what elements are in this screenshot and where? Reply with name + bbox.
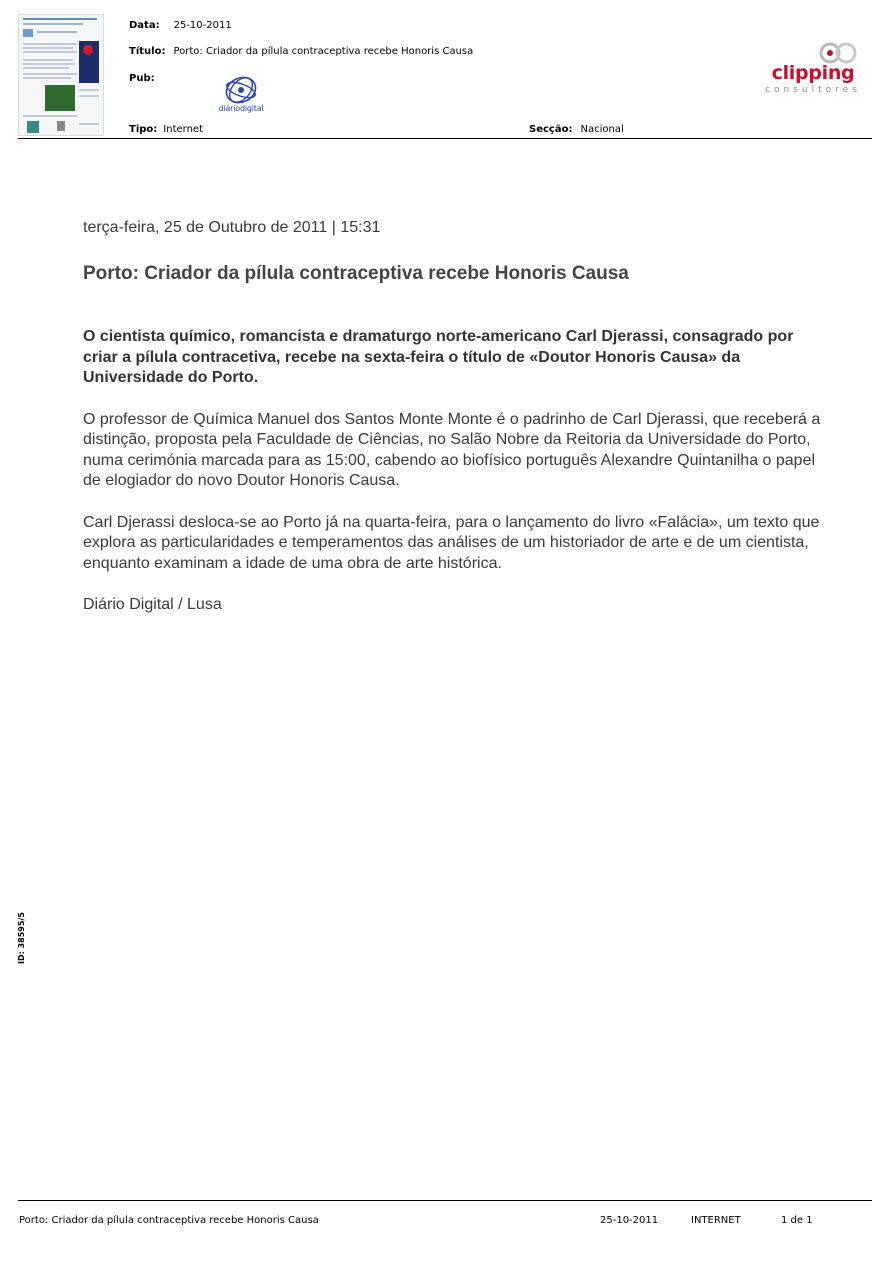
clipping-logo [758,40,868,100]
footer-page: 1 de 1 [781,1215,813,1226]
pub-field [129,73,155,84]
section-value: Nacional [580,124,624,135]
date-value: 25-10-2011 [173,20,232,31]
type-field [129,124,203,135]
publication-logo [210,68,272,116]
footer-divider [18,1200,872,1201]
title-field [129,46,473,57]
document-id: ID: 38595/5 [17,912,26,964]
article [83,219,823,637]
article-source: Diário Digital / Lusa [83,596,222,613]
article-headline: Porto: Criador da pílula contraceptiva recebe Honoris Causa [83,263,629,284]
date-field [129,20,232,31]
article-lead: O cientista químico, romancista e dramaturgo norte-americano Carl Djerassi, consagrado por criar a pílula contracetiva, recebe na sexta-feira o título de «Doutor Honoris Causa» da Universidade do Porto. [83,328,794,386]
date-label: Data: [129,20,160,31]
brand-subtitle: consultores [765,85,861,95]
publication-logo-text: diáriodigital [218,104,264,113]
pub-label: Pub: [129,73,155,84]
article-paragraph: Carl Djerassi desloca-se ao Porto já na quarta-feira, para o lançamento do livro «Falácia», um texto que explora as particularidades e temperamentos das análises de um historiador de arte e de um cientista, enquanto examinam a idade de uma obra de arte histórica. [83,513,820,572]
article-paragraph: O professor de Química Manuel dos Santos Monte Monte é o padrinho de Carl Djerassi, que receberá a distinção, proposta pela Faculdade de Ciências, no Salão Nobre da Reitoria da Universidade do Porto, numa cerimónia marcada para as 15:00, cabendo ao biofísico português Alexandre Quintanilha o papel de elogiador do novo Doutor Honoris Causa. [83,410,821,489]
section-label: Secção: [529,124,573,135]
article-date: terça-feira, 25 de Outubro de 2011 | 15:31 [83,219,381,236]
diario-digital-icon [210,68,272,108]
type-label: Tipo: [129,124,158,135]
type-value: Internet [163,124,203,135]
page-thumbnail [18,14,104,136]
footer-date: 25-10-2011 [600,1215,659,1226]
footer-title: Porto: Criador da pílula contraceptiva recebe Honoris Causa [19,1215,319,1226]
brand-name: clipping [771,62,855,84]
footer-type: INTERNET [691,1215,741,1226]
header-divider [18,138,872,139]
title-label: Título: [129,46,166,57]
section-field [529,124,624,135]
title-value: Porto: Criador da pílula contraceptiva recebe Honoris Causa [173,46,474,57]
